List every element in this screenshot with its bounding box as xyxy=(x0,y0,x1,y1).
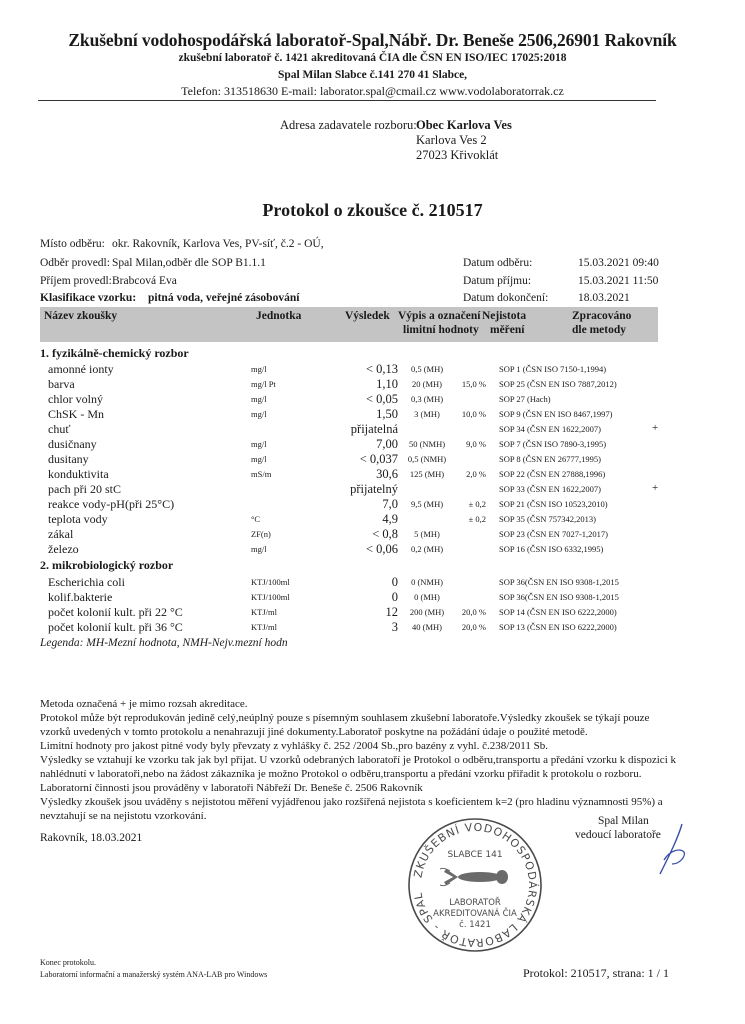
col-header-uncertainty-2: měření xyxy=(490,324,525,336)
col-header-uncertainty-1: Nejistota xyxy=(482,310,527,322)
non-accredited-marker: + xyxy=(652,482,659,494)
stamp-icon xyxy=(400,815,550,955)
svg-text:ZKUŠEBNÍ VODOHOSPODÁRSKÁ LABOR: ZKUŠEBNÍ VODOHOSPODÁRSKÁ LABORATOŘ - SPAL xyxy=(411,820,540,950)
test-method: SOP 33 (ČSN EN 1622,2007) xyxy=(499,484,601,494)
col-header-method-2: dle metody xyxy=(572,324,626,336)
test-name: chuť xyxy=(48,422,71,436)
client-address-label: Adresa zadavatele rozboru: xyxy=(280,118,417,132)
table-row xyxy=(40,392,690,406)
table-row xyxy=(40,620,690,634)
crayfish-icon xyxy=(440,868,508,885)
test-limit: 125 (MH) xyxy=(409,469,445,479)
test-result: 7,00 xyxy=(376,437,398,451)
test-unit: KTJ/ml xyxy=(251,607,277,617)
test-uncertainty: 9,0 % xyxy=(466,439,486,449)
receipt-date-value: 15.03.2021 11:50 xyxy=(578,275,659,287)
legend: Legenda: MH-Mezní hodnota, NMH-Nejv.mezní hodn xyxy=(40,637,288,649)
test-result: přijatelná xyxy=(350,422,398,436)
classification-value: pitná voda, veřejné zásobování xyxy=(148,292,300,304)
sampler-value: Spal Milan,odběr dle SOP B1.1.1 xyxy=(112,257,266,269)
lab-accreditation: zkušební laboratoř č. 1421 akreditovaná ČIA dle ČSN EN ISO/IEC 17025:2018 xyxy=(178,52,567,64)
test-limit: 5 (MH) xyxy=(414,529,440,539)
test-name: amonné ionty xyxy=(48,362,114,376)
test-method: SOP 27 (Hach) xyxy=(499,394,551,404)
test-name: barva xyxy=(48,377,75,391)
test-method: SOP 7 (ČSN ISO 7890-3,1995) xyxy=(499,439,607,449)
svg-text:AKREDITOVANÁ ČIA: AKREDITOVANÁ ČIA xyxy=(433,909,517,919)
test-method: SOP 13 (ČSN EN ISO 6222,2000) xyxy=(499,622,617,632)
test-name: kolif.bakterie xyxy=(48,590,113,604)
test-name: chlor volný xyxy=(48,392,103,406)
test-method: SOP 22 (ČSN EN 27888,1996) xyxy=(499,469,606,479)
test-unit: mg/l xyxy=(251,394,267,404)
software-note: Laboratorní informační a manažerský systém ANA-LAB pro Windows xyxy=(40,970,268,979)
client-street: Karlova Ves 2 xyxy=(416,133,487,147)
test-limit: 0 (MH) xyxy=(414,592,440,602)
test-limit: 3 (MH) xyxy=(414,409,440,419)
svg-text:LABORATOŘ: LABORATOŘ xyxy=(449,898,501,908)
test-result: přijatelný xyxy=(350,482,398,496)
signatory-role: vedoucí laboratoře xyxy=(575,829,661,841)
col-header-method-1: Zpracováno xyxy=(572,310,632,322)
test-unit: mg/l Pt xyxy=(251,379,276,389)
receipt-date-label: Datum příjmu: xyxy=(463,275,532,287)
test-method: SOP 34 (ČSN EN 1622,2007) xyxy=(499,424,601,434)
client-city: 27023 Křivoklát xyxy=(416,148,499,162)
col-header-name: Název zkoušky xyxy=(44,310,118,322)
test-uncertainty: 2,0 % xyxy=(466,469,486,479)
test-method: SOP 25 (ČSN EN ISO 7887,2012) xyxy=(499,379,617,389)
signatory-name: Spal Milan xyxy=(598,815,649,827)
table-row xyxy=(40,467,690,481)
test-result: < 0,13 xyxy=(365,362,398,376)
test-result: < 0,8 xyxy=(372,527,398,541)
end-of-protocol: Konec protokolu. xyxy=(40,958,96,967)
test-name: teplota vody xyxy=(48,512,108,526)
test-unit: KTJ/100ml xyxy=(251,577,290,587)
test-unit: mS/m xyxy=(251,469,272,479)
test-method: SOP 36(ČSN EN ISO 9308-1,2015 xyxy=(499,577,619,587)
page-title: Protokol o zkoušce č. 210517 xyxy=(262,200,483,220)
client-name: Obec Karlova Ves xyxy=(416,118,512,132)
test-limit: 0,3 (MH) xyxy=(410,394,444,404)
test-limit: 0,2 (MH) xyxy=(410,544,444,554)
test-unit: ZF(n) xyxy=(251,529,271,539)
test-method: SOP 9 (ČSN EN ISO 8467,1997) xyxy=(499,409,613,419)
col-header-limit-1: Výpis a označení xyxy=(398,310,481,322)
lab-stamp xyxy=(400,815,550,955)
table-row xyxy=(40,590,690,604)
place-label: Místo odběru: xyxy=(40,238,105,250)
sample-date-label: Datum odběru: xyxy=(463,257,533,269)
test-result: 30,6 xyxy=(376,467,398,481)
test-name: zákal xyxy=(48,527,74,541)
test-name: dusičnany xyxy=(48,437,97,451)
test-method: SOP 35 (ČSN 757342,2013) xyxy=(499,514,596,524)
test-result: 4,9 xyxy=(382,512,398,526)
test-result: < 0,037 xyxy=(359,452,398,466)
test-name: pach při 20 stC xyxy=(48,482,121,496)
table-row xyxy=(40,422,690,436)
test-name: reakce vody-pH(při 25°C) xyxy=(48,497,175,511)
handwritten-signature xyxy=(640,820,700,880)
test-limit: 50 (NMH) xyxy=(408,439,446,449)
non-accredited-marker: + xyxy=(652,422,659,434)
stamp-line1: SLABCE 141 xyxy=(447,850,503,860)
test-result: < 0,06 xyxy=(365,542,398,556)
test-result: 3 xyxy=(391,620,398,634)
test-uncertainty: ± 0,2 xyxy=(468,514,486,524)
table-row xyxy=(40,527,690,541)
note-accreditation-scope: Metoda označená + je mimo rozsah akreditace. xyxy=(40,698,248,710)
col-header-result: Výsledek xyxy=(345,310,390,322)
test-method: SOP 21 (ČSN ISO 10523,2010) xyxy=(499,499,608,509)
lab-name-heading: Zkušební vodohospodářská laboratoř-Spal,Nábř. Dr. Beneše 2506,26901 Rakovník xyxy=(68,30,677,50)
section-physchem-title: 1. fyzikálně-chemický rozbor xyxy=(40,346,189,360)
lab-contact: Telefon: 313518630 E-mail: laborator.spal@cmail.cz www.vodolaboratorrak.cz xyxy=(181,84,564,98)
test-unit: mg/l xyxy=(251,439,267,449)
lab-address: Spal Milan Slabce č.141 270 41 Slabce, xyxy=(277,69,468,81)
table-row xyxy=(40,512,690,526)
test-uncertainty: 15,0 % xyxy=(461,379,486,389)
test-unit: mg/l xyxy=(251,409,267,419)
test-result: 12 xyxy=(385,605,398,619)
test-name: počet kolonií kult. při 36 °C xyxy=(48,620,183,634)
test-result: 1,10 xyxy=(376,377,398,391)
svg-text:č. 1421: č. 1421 xyxy=(459,920,491,930)
header-divider xyxy=(38,100,656,101)
test-method: SOP 16 (ČSN ISO 6332,1995) xyxy=(499,544,604,554)
table-row xyxy=(40,497,690,511)
col-header-unit: Jednotka xyxy=(256,310,302,322)
table-row xyxy=(40,437,690,451)
signature-icon xyxy=(640,820,700,880)
completion-date-label: Datum dokončení: xyxy=(463,292,549,304)
note-reproduction: Protokol může být reprodukován jedině celý,neúplný pouze s písemným souhlasem zkušební laboratoře.Výsledky zkoušek se týkají pouze vzorků uvedených v tomto protokolu a nenahrazují jiné dokumenty.Laboratoř poskytne na požádání údaje o použité metodě. xyxy=(40,712,650,738)
completion-date-value: 18.03.2021 xyxy=(578,292,630,304)
note-sample-validity: Výsledky se vztahují ke vzorku tak jak byl přijat. U vzorků odebraných laboratoří je Protokol o odběru,transportu a předání vzorku k dispozici k nahlédnutí v laboratoři,nebo na žádost zákazníka je možno Protokol o odběru,transportu a předání vzorku přiřadit k protokolu o rozboru. Laboratorní činnosti jsou prováděny v laboratoři Nábřeží Dr. Beneše č. 2506 Rakovník xyxy=(40,754,676,794)
test-limit: 20 (MH) xyxy=(412,379,442,389)
table-row xyxy=(40,575,690,589)
note-limits-source: Limitní hodnoty pro jakost pitné vody byly převzaty z vyhlášky č. 252 /2004 Sb.,pro bazény z vyhl. č.238/2011 Sb. xyxy=(40,740,548,752)
test-name: Escherichia coli xyxy=(48,575,125,589)
receiver-label: Příjem provedl: xyxy=(40,275,112,287)
results-table-header xyxy=(40,307,658,342)
table-row xyxy=(40,605,690,619)
col-header-limit-2: limitní hodnoty xyxy=(403,324,479,336)
sample-date-value: 15.03.2021 09:40 xyxy=(578,257,659,269)
note-uncertainty: Výsledky zkoušek jsou uváděny s nejistotou měření vyjádřenou jako rozšířená nejistota s koeficientem k=2 (pro hladinu významnosti 95%) a nevztahují se na nejistotu vzorkování. xyxy=(40,796,663,822)
test-result: < 0,05 xyxy=(365,392,398,406)
test-method: SOP 1 (ČSN ISO 7150-1,1994) xyxy=(499,364,607,374)
test-limit: 0 (NMH) xyxy=(411,577,443,587)
test-unit: KTJ/ml xyxy=(251,622,277,632)
test-limit: 200 (MH) xyxy=(409,607,445,617)
table-row xyxy=(40,362,690,376)
table-row xyxy=(40,407,690,421)
test-result: 0 xyxy=(391,590,398,604)
test-unit: mg/l xyxy=(251,364,267,374)
test-method: SOP 36(ČSN EN ISO 9308-1,2015 xyxy=(499,592,619,602)
place-and-date: Rakovník, 18.03.2021 xyxy=(40,832,143,844)
notes-block xyxy=(40,697,680,823)
test-result: 1,50 xyxy=(376,407,398,421)
test-name: železo xyxy=(48,542,79,556)
classification-label: Klasifikace vzorku: xyxy=(40,292,137,304)
test-uncertainty: 10,0 % xyxy=(461,409,486,419)
table-row xyxy=(40,452,690,466)
test-result: 7,0 xyxy=(382,497,398,511)
test-name: ChSK - Mn xyxy=(48,407,105,421)
section-microbio-title: 2. mikrobiologický rozbor xyxy=(40,558,174,572)
test-name: dusitany xyxy=(48,452,89,466)
test-limit: 0,5 (NMH) xyxy=(407,454,447,464)
test-method: SOP 23 (ČSN EN 7027-1,2017) xyxy=(499,529,609,539)
test-method: SOP 14 (ČSN EN ISO 6222,2000) xyxy=(499,607,617,617)
test-uncertainty: 20,0 % xyxy=(461,607,486,617)
table-row xyxy=(40,482,690,496)
test-method: SOP 8 (ČSN EN 26777,1995) xyxy=(499,454,601,464)
sampler-label: Odběr provedl: xyxy=(40,257,110,269)
test-limit: 9,5 (MH) xyxy=(410,499,444,509)
test-unit: °C xyxy=(251,514,261,524)
test-uncertainty: ± 0,2 xyxy=(468,499,486,509)
place-value: okr. Rakovník, Karlova Ves, PV-síť, č.2 - OÚ, xyxy=(112,238,324,250)
table-row xyxy=(40,542,690,556)
test-limit: 40 (MH) xyxy=(412,622,442,632)
test-unit: mg/l xyxy=(251,544,267,554)
test-uncertainty: 20,0 % xyxy=(461,622,486,632)
test-unit: mg/l xyxy=(251,454,267,464)
table-row xyxy=(40,377,690,391)
receiver-value: Brabcová Eva xyxy=(112,275,177,287)
test-limit: 0,5 (MH) xyxy=(410,364,444,374)
test-name: konduktivita xyxy=(48,467,109,481)
test-result: 0 xyxy=(391,575,398,589)
test-name: počet kolonií kult. při 22 °C xyxy=(48,605,183,619)
page-info: Protokol: 210517, strana: 1 / 1 xyxy=(523,966,669,980)
test-unit: KTJ/100ml xyxy=(251,592,290,602)
